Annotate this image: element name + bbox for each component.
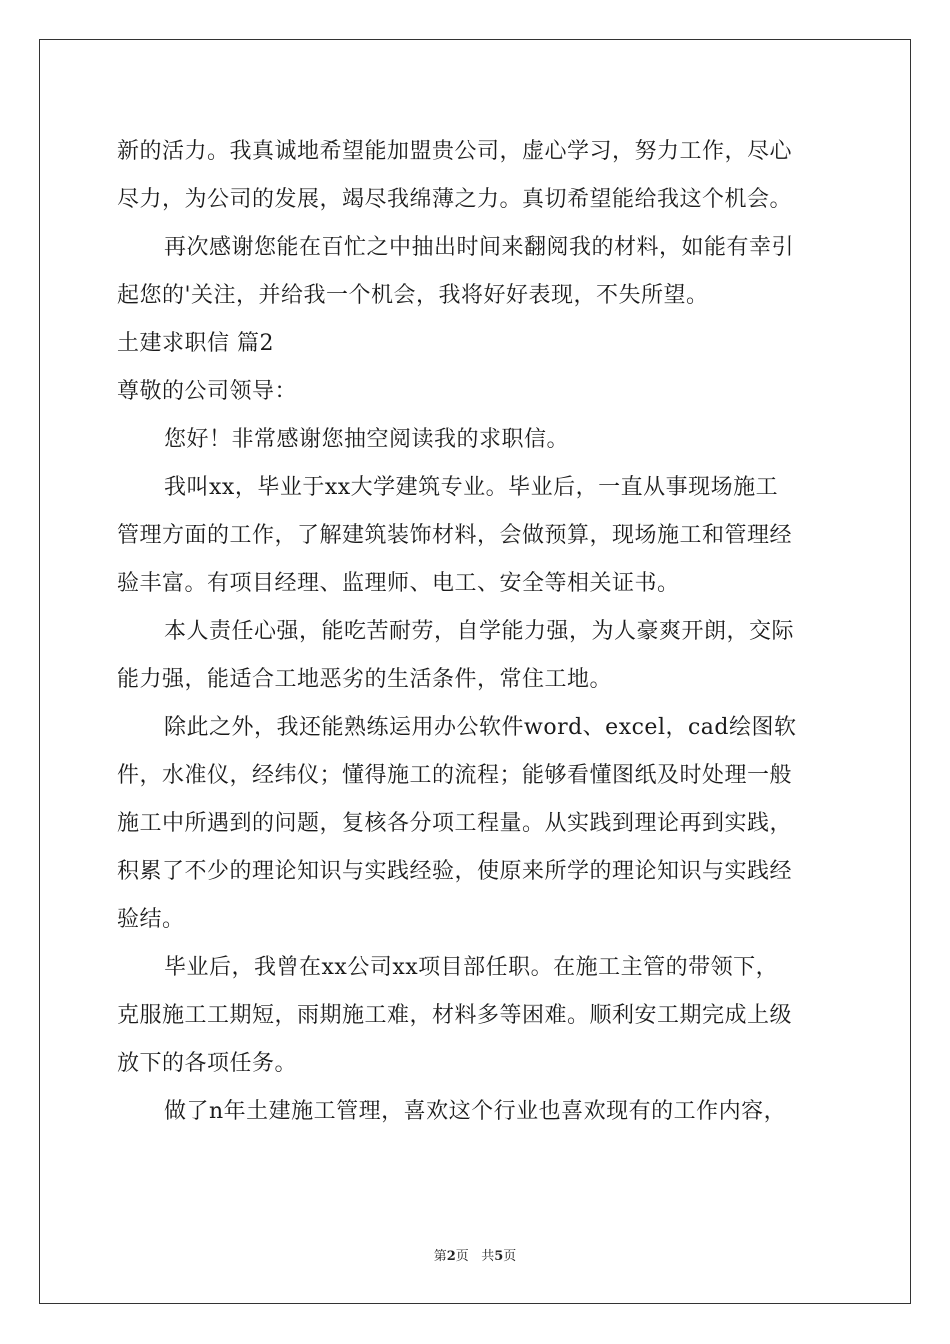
- text-line: 管理方面的工作，了解建筑装饰材料，会做预算，现场施工和管理经: [117, 523, 793, 548]
- footer-total-suffix: 页: [503, 1249, 517, 1264]
- footer-total-prefix: 共: [481, 1249, 495, 1264]
- page-footer: [0, 1247, 950, 1267]
- text-line: 能力强，能适合工地恶劣的生活条件，常住工地。: [117, 667, 613, 692]
- footer-page-suffix: 页: [455, 1249, 469, 1264]
- text-line: 除此之外，我还能熟练运用办公软件word、excel，cad绘图软: [164, 715, 797, 740]
- text-line: 本人责任心强，能吃苦耐劳，自学能力强，为人豪爽开朗，交际: [164, 619, 795, 644]
- text-line: 积累了不少的理论知识与实践经验，使原来所学的理论知识与实践经: [117, 859, 793, 884]
- footer-page-prefix: 第: [433, 1249, 447, 1264]
- text-line: 件，水准仪，经纬仪；懂得施工的流程；能够看懂图纸及时处理一般: [117, 763, 793, 788]
- text-line: 毕业后，我曾在xx公司xx项目部任职。在施工主管的带领下，: [164, 955, 779, 980]
- text-line: 做了n年土建施工管理，喜欢这个行业也喜欢现有的工作内容，: [164, 1099, 787, 1124]
- text-line: 尽力，为公司的发展，竭尽我绵薄之力。真切希望能给我这个机会。: [117, 187, 793, 212]
- text-line: 尊敬的公司领导：: [117, 379, 298, 404]
- text-line: 起您的'关注，并给我一个机会，我将好好表现，不失所望。: [117, 283, 709, 308]
- footer-page-number: 2: [446, 1249, 456, 1264]
- text-line: 施工中所遇到的问题，复核各分项工程量。从实践到理论再到实践，: [117, 811, 793, 836]
- text-line: 土建求职信 篇2: [117, 331, 274, 356]
- text-line: 克服施工工期短，雨期施工难，材料多等困难。顺利安工期完成上级: [117, 1003, 793, 1028]
- document-body: [117, 128, 837, 1136]
- text-line: 您好！非常感谢您抽空阅读我的求职信。: [164, 427, 570, 452]
- text-line: 再次感谢您能在百忙之中抽出时间来翻阅我的材料，如能有幸引: [164, 235, 795, 260]
- text-line: 验丰富。有项目经理、监理师、电工、安全等相关证书。: [117, 571, 680, 596]
- text-line: 新的活力。我真诚地希望能加盟贵公司，虚心学习，努力工作，尽心: [117, 139, 793, 164]
- text-line: 验结。: [117, 907, 185, 932]
- footer-total-pages: 5: [494, 1249, 504, 1264]
- text-line: 放下的各项任务。: [117, 1051, 298, 1076]
- text-line: 我叫xx，毕业于xx大学建筑专业。毕业后，一直从事现场施工: [164, 475, 779, 500]
